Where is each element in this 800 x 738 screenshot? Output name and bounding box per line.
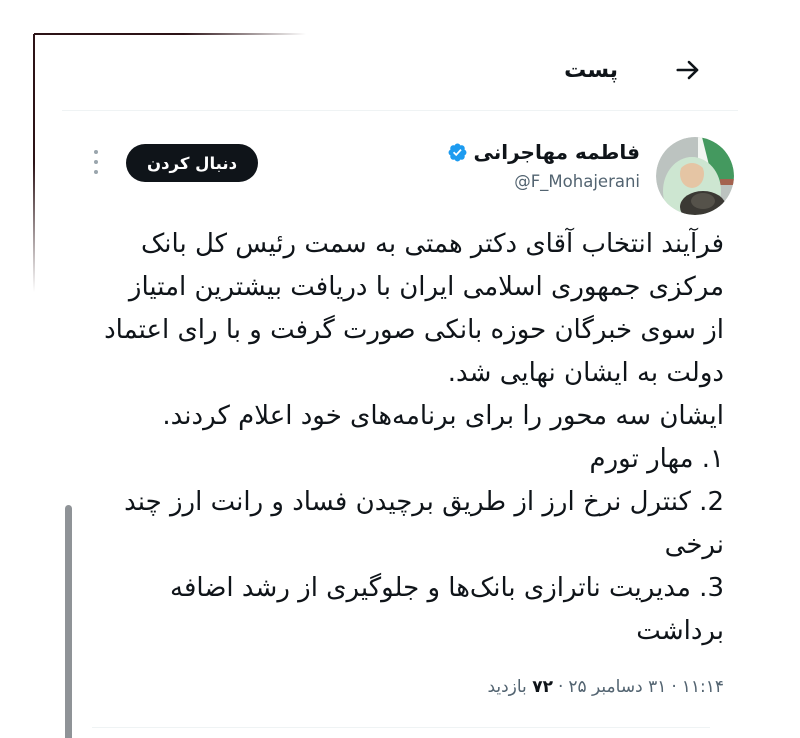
tweet-text-line: مرکزی جمهوری اسلامی ایران با دریافت بیشترین امتیاز [128, 272, 724, 302]
tweet-bottom-divider [92, 727, 710, 728]
tweet-text-line: ۱. مهار تورم [589, 444, 724, 474]
back-arrow-icon[interactable] [674, 56, 702, 84]
header [62, 36, 738, 110]
tweet-text-line: 3. مدیریت ناترازی بانک‌ها و جلوگیری از رشد اضافه [170, 573, 724, 603]
post-detail-page [62, 36, 738, 738]
scrollbar-thumb[interactable] [65, 505, 72, 738]
author-row [92, 137, 734, 215]
tweet-text-line: نرخی [664, 530, 724, 560]
verified-badge-icon [447, 142, 468, 163]
photo-frame-left-edge [33, 34, 35, 292]
tweet-meta [92, 677, 734, 697]
author-handle[interactable]: @F_Mohajerani [514, 172, 640, 191]
tweet-text-line: دولت به ایشان نهایی شد. [447, 358, 724, 388]
tweet-text-line: 2. کنترل نرخ ارز از طریق برچیدن فساد و رانت ارز چند [124, 487, 724, 517]
author-name[interactable]: فاطمه مهاجرانی [473, 140, 640, 164]
post-time: ۱۱:۱۴ [681, 677, 724, 697]
photo-frame-top-edge [34, 33, 306, 35]
views-count: ۷۲ [532, 677, 553, 697]
meta-separator: · [557, 677, 564, 697]
tweet [62, 111, 738, 728]
tweet-text-line: برداشت [636, 616, 724, 646]
page-title: پست [564, 57, 618, 83]
meta-separator: · [671, 677, 677, 697]
author-info [447, 139, 641, 191]
tweet-text [96, 223, 734, 653]
tweet-text-line: فرآیند انتخاب آقای دکتر همتی به سمت رئیس کل بانک [141, 229, 724, 259]
tweet-text-line: از سوی خبرگان حوزه بانکی صورت گرفت و با رای اعتماد [104, 315, 724, 345]
more-vertical-icon[interactable] [92, 148, 100, 176]
follow-button[interactable]: دنبال کردن [126, 144, 258, 182]
post-date: ۳۱ دسامبر ۲۵ [568, 677, 667, 697]
tweet-text-line: ایشان سه محور را برای برنامه‌های خود اعلام کردند. [162, 401, 724, 431]
avatar[interactable] [656, 137, 734, 215]
views-label: بازدید [487, 677, 527, 697]
